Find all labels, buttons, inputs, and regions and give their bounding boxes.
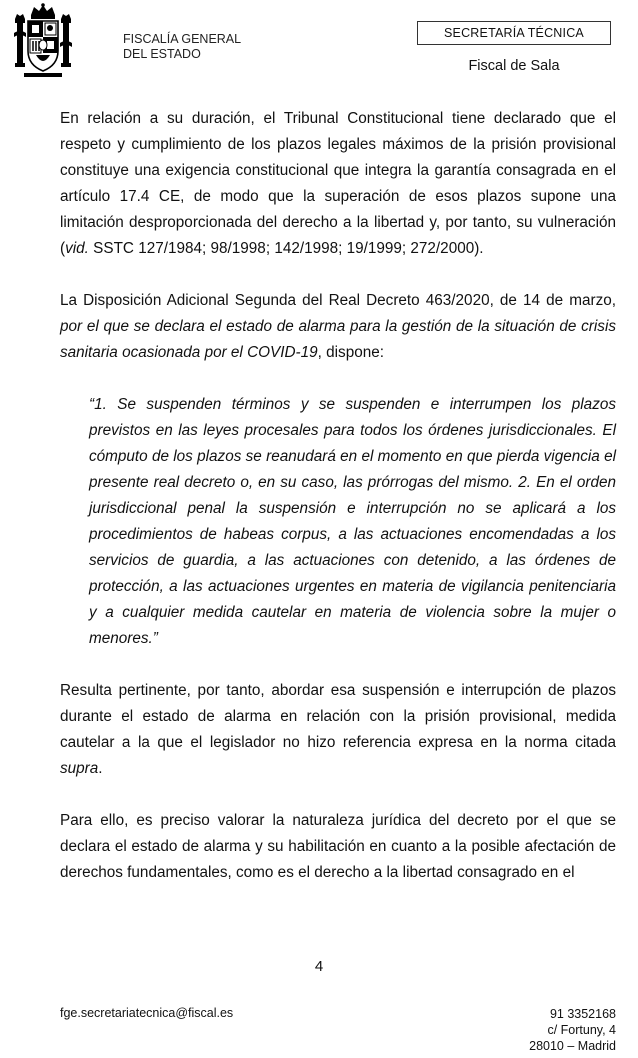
decree-title: por el que se declara el estado de alarma para la gestión de la situación de crisis sanitaria ocasionada por el COVID-19: [60, 318, 616, 361]
vid-abbrev: vid.: [65, 240, 89, 257]
document-body: [60, 106, 616, 886]
paragraph-3-end: .: [98, 760, 103, 777]
organization-name: [123, 32, 241, 62]
secretaria-label: SECRETARÍA TÉCNICA: [444, 26, 584, 40]
paragraph-3: [60, 678, 616, 782]
paragraph-3-text: Resulta pertinente, por tanto, abordar esa suspensión e interrupción de plazos durante el estado de alarma en relación con la prisión provisional, medida cautelar a la que el legislador no hizo referencia expresa en la norma citada: [60, 682, 616, 751]
paragraph-2-end: , dispone:: [317, 344, 384, 361]
paragraph-1-end: SSTC 127/1984; 98/1998; 142/1998; 19/1999; 272/2000).: [88, 240, 484, 257]
paragraph-2: [60, 288, 616, 366]
paragraph-1-text: En relación a su duración, el Tribunal Constitucional tiene declarado que el respeto y cumplimiento de los plazos legales máximos de la prisión provisional constituye una exigencia constitucional que integra la garantía consagrada en el artículo 17.4 CE, de modo que la superación de esos plazos supone una limitación desproporcionada del derecho a la libertad y, por tanto, su vulneración (: [60, 110, 616, 257]
coat-of-arms-icon: [14, 3, 72, 79]
footer-phone: 91 3352168: [549, 1007, 616, 1021]
footer-street: c/ Fortuny, 4: [547, 1023, 616, 1037]
quoted-provision: “1. Se suspenden términos y se suspenden e interrumpen los plazos previstos en las leyes procesales para todos los órdenes jurisdiccionales. El cómputo de los plazos se reanudará en el momento en que pierda vigencia el presente real decreto o, en su caso, las prórrogas del mismo. 2. En el orden jurisdiccional penal la suspensión e interrupción no se aplicará a los procedimientos de habeas corpus, a las actuaciones encomendadas a los servicios de guardia, a las actuaciones con detenido, a las órdenes de protección, a las actuaciones urgentes en materia de vigilancia penitenciaria y a cualquier medida cautelar en materia de violencia sobre la mujer o menores.”: [89, 396, 616, 647]
secretaria-tecnica-box: [417, 21, 611, 45]
paragraph-2-text: La Disposición Adicional Segunda del Real Decreto 463/2020, de 14 de marzo,: [60, 292, 616, 309]
org-line-1: FISCALÍA GENERAL: [123, 32, 242, 46]
footer-email: fge.secretariatecnica@fiscal.es: [60, 1006, 234, 1020]
paragraph-1: [60, 106, 616, 262]
paragraph-4: Para ello, es preciso valorar la naturaleza jurídica del decreto por el que se declara el estado de alarma y su habilitación en cuanto a la posible afectación de derechos fundamentales, como es el derecho a la libertad consagrado en el: [60, 812, 616, 881]
footer-address: [529, 1006, 616, 1054]
org-line-2: DEL ESTADO: [123, 47, 201, 61]
supra-word: supra: [60, 760, 99, 777]
fiscal-de-sala-label: Fiscal de Sala: [468, 58, 560, 74]
footer-city: 28010 – Madrid: [529, 1039, 616, 1053]
page-number: 4: [314, 958, 324, 975]
